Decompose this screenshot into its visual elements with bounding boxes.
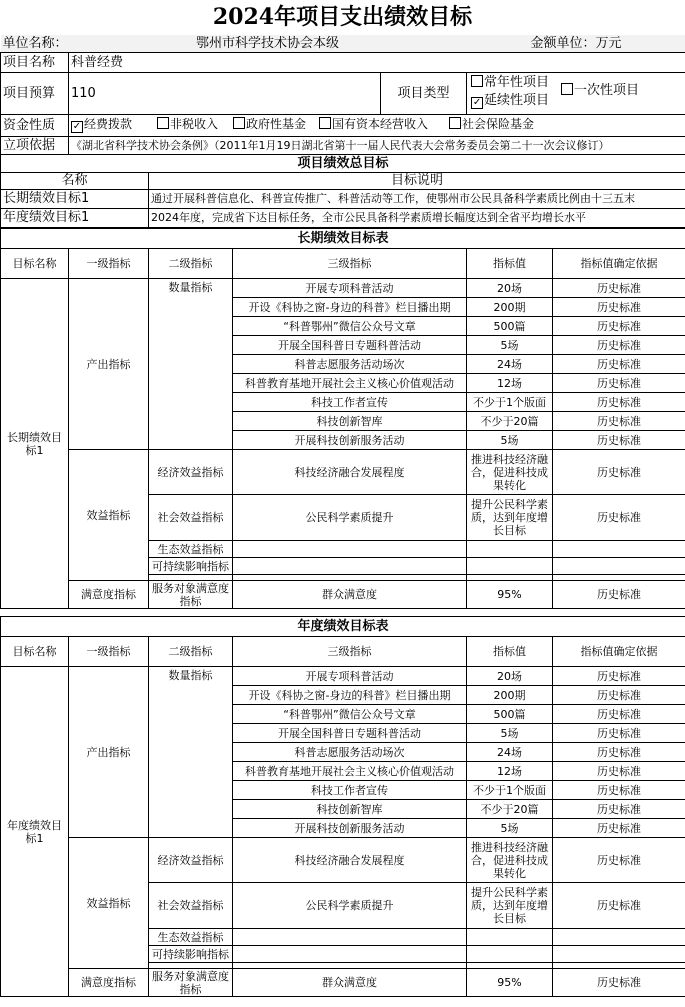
indicator-basis: 历史标准: [553, 336, 685, 355]
checkbox-icon: [233, 117, 245, 129]
indicator-basis: 历史标准: [553, 581, 685, 609]
page-title: 2024年项目支出绩效目标: [212, 4, 473, 30]
type-option-1[interactable]: ✓ 延续性项目: [472, 92, 550, 108]
indicator-basis: 历史标准: [553, 450, 685, 495]
budget-label: 项目预算: [1, 72, 69, 114]
indicator-name: 群众满意度: [233, 581, 467, 609]
indicator-name: 开展全国科普日专题科普活动: [233, 724, 467, 743]
col-header: 目标名称: [1, 249, 69, 279]
long-term-table: [0, 228, 685, 609]
col-header: 三级指标: [233, 637, 467, 667]
indicator-value: 不少于1个版面: [467, 781, 553, 800]
col-header: 三级指标: [233, 249, 467, 279]
checkbox-icon: [449, 117, 461, 129]
section-title: 年度绩效目标表: [1, 617, 685, 637]
indicator-value: 12场: [467, 762, 553, 781]
fund-option-1[interactable]: 非税收入: [157, 117, 233, 131]
indicator-value: 不少于1个版面: [467, 393, 553, 412]
indicator-value: 500篇: [467, 317, 553, 336]
indicator-name: 科技工作者宣传: [233, 781, 467, 800]
fund-option-3[interactable]: 国有资本经营收入: [319, 117, 449, 131]
indicator-name: 群众满意度: [233, 969, 467, 997]
checkbox-checked-icon: ✓: [472, 96, 482, 108]
indicator-value: 20场: [467, 667, 553, 686]
overall-row-name: 年度绩效目标1: [1, 208, 149, 227]
level1-output: 产出指标: [69, 279, 149, 450]
indicator-value: 95%: [467, 969, 553, 997]
indicator-basis: 历史标准: [553, 969, 685, 997]
social-label: 社会效益指标: [149, 495, 233, 541]
indicator-name: 开展专项科普活动: [233, 279, 467, 298]
indicator-value: 不少于20篇: [467, 800, 553, 819]
indicator-name: 科普志愿服务活动场次: [233, 355, 467, 374]
col-header: 目标名称: [1, 637, 69, 667]
checkbox-icon: [471, 75, 483, 87]
indicator-basis: 历史标准: [553, 724, 685, 743]
fund-option-2[interactable]: 政府性基金: [233, 117, 319, 131]
indicator-value: 95%: [467, 581, 553, 609]
indicator-value: 200期: [467, 686, 553, 705]
level1-benefit: 效益指标: [69, 838, 149, 969]
project-name-label: 项目名称: [1, 52, 69, 72]
indicator-name: 开展科技创新服务活动: [233, 819, 467, 838]
level1-output: 产出指标: [69, 667, 149, 838]
indicator-name: 开展专项科普活动: [233, 667, 467, 686]
checkbox-icon: [319, 117, 331, 129]
project-info-table: [0, 35, 685, 228]
level1-satisfaction: 满意度指标: [69, 581, 149, 609]
indicator-basis: 历史标准: [553, 667, 685, 686]
project-type-options: [467, 72, 685, 114]
col-header: 指标值确定依据: [553, 637, 685, 667]
project-type-label: 项目类型: [381, 72, 467, 114]
col-header: 二级指标: [149, 249, 233, 279]
indicator-name: 科技工作者宣传: [233, 393, 467, 412]
col-header: 指标值: [467, 249, 553, 279]
indicator-name: 科技创新智库: [233, 800, 467, 819]
satisfaction-label: 服务对象满意度指标: [149, 969, 233, 997]
col-header: 一级指标: [69, 249, 149, 279]
indicator-value: 20场: [467, 279, 553, 298]
indicator-basis: 历史标准: [553, 838, 685, 883]
col-header: 二级指标: [149, 637, 233, 667]
section-title: 长期绩效目标表: [1, 229, 685, 249]
type-option-0[interactable]: 常年性项目: [471, 75, 549, 89]
indicator-basis: 历史标准: [553, 412, 685, 431]
indicator-name: 开展科技创新服务活动: [233, 431, 467, 450]
indicator-name: 公民科学素质提升: [233, 495, 467, 541]
level1-benefit: 效益指标: [69, 450, 149, 581]
unit-label: 单位名称：: [2, 35, 68, 51]
indicator-basis: 历史标准: [553, 743, 685, 762]
level1-satisfaction: 满意度指标: [69, 969, 149, 997]
economic-label: 经济效益指标: [149, 450, 233, 495]
indicator-basis: 历史标准: [553, 393, 685, 412]
indicator-basis: 历史标准: [553, 705, 685, 724]
indicator-basis: 历史标准: [553, 317, 685, 336]
indicator-value: 5场: [467, 819, 553, 838]
fund-option-4[interactable]: 社会保险基金: [449, 117, 534, 131]
indicator-value: 500篇: [467, 705, 553, 724]
indicator-name: 公民科学素质提升: [233, 883, 467, 929]
overall-col-name: 名称: [1, 172, 149, 189]
fund-option-0[interactable]: ✓ 经费拨款: [72, 117, 133, 132]
overall-col-desc: 目标说明: [149, 172, 685, 189]
indicator-basis: 历史标准: [553, 374, 685, 393]
indicator-value: 提升公民科学素质，达到年度增长目标: [467, 883, 553, 929]
col-header: 指标值确定依据: [553, 249, 685, 279]
col-header: 指标值: [467, 637, 553, 667]
sustainable-label: 可持续影响指标: [149, 558, 233, 575]
indicator-name: 科普志愿服务活动场次: [233, 743, 467, 762]
basis-label: 立项依据: [1, 136, 69, 154]
indicator-name: 科技经济融合发展程度: [233, 450, 467, 495]
ecological-label: 生态效益指标: [149, 929, 233, 946]
satisfaction-label: 服务对象满意度指标: [149, 581, 233, 609]
overall-section-title: 项目绩效总目标: [1, 154, 685, 172]
indicator-value: 提升公民科学素质，达到年度增长目标: [467, 495, 553, 541]
checkbox-icon: [561, 83, 573, 95]
indicator-name: 科普教育基地开展社会主义核心价值观活动: [233, 374, 467, 393]
col-header: 一级指标: [69, 637, 149, 667]
type-option-2[interactable]: 一次性项目: [561, 83, 639, 97]
indicator-name: 科技创新智库: [233, 412, 467, 431]
checkbox-checked-icon: ✓: [72, 121, 82, 132]
annual-table: [0, 616, 685, 997]
basis-value: 《湖北省科学技术协会条例》（2011年1月19日湖北省第十一届人民代表大会常务委员会第二十一次会议修订）: [69, 136, 685, 154]
indicator-name: 科技经济融合发展程度: [233, 838, 467, 883]
sustainable-label: 可持续影响指标: [149, 946, 233, 963]
indicator-basis: 历史标准: [553, 762, 685, 781]
indicator-name: 开设《科协之窗-身边的科普》栏目播出期: [233, 298, 467, 317]
indicator-basis: 历史标准: [553, 495, 685, 541]
indicator-value: 12场: [467, 374, 553, 393]
indicator-basis: 历史标准: [553, 279, 685, 298]
indicator-basis: 历史标准: [553, 883, 685, 929]
target-name: 长期绩效目标1: [1, 279, 69, 609]
ecological-label: 生态效益指标: [149, 541, 233, 558]
indicator-basis: 历史标准: [553, 819, 685, 838]
indicator-value: 不少于20篇: [467, 412, 553, 431]
indicator-basis: 历史标准: [553, 781, 685, 800]
indicator-name: “科普鄂州”微信公众号文章: [233, 705, 467, 724]
indicator-basis: 历史标准: [553, 686, 685, 705]
overall-row-name: 长期绩效目标1: [1, 189, 149, 208]
indicator-value: 推进科技经济融合，促进科技成果转化: [467, 838, 553, 883]
indicator-value: 推进科技经济融合，促进科技成果转化: [467, 450, 553, 495]
indicator-name: “科普鄂州”微信公众号文章: [233, 317, 467, 336]
indicator-name: 开展全国科普日专题科普活动: [233, 336, 467, 355]
target-name: 年度绩效目标1: [1, 667, 69, 997]
overall-row-desc: 通过开展科普信息化、科普宣传推广、科普活动等工作，使鄂州市公民具备科学素质比例由十三五末: [149, 189, 685, 208]
indicator-name: 科普教育基地开展社会主义核心价值观活动: [233, 762, 467, 781]
indicator-basis: 历史标准: [553, 800, 685, 819]
unit-value: 鄂州市科学技术协会本级: [69, 35, 467, 52]
indicator-name: 开设《科协之窗-身边的科普》栏目播出期: [233, 686, 467, 705]
quantity-label: 数量指标: [149, 667, 233, 838]
checkbox-icon: [157, 117, 169, 129]
fund-label: 资金性质: [1, 114, 69, 136]
indicator-value: 5场: [467, 724, 553, 743]
indicator-basis: 历史标准: [553, 355, 685, 374]
economic-label: 经济效益指标: [149, 838, 233, 883]
indicator-value: 5场: [467, 431, 553, 450]
overall-row-desc: 2024年度，完成省下达目标任务，全市公民具备科学素质增长幅度达到全省平均增长水平: [149, 208, 685, 227]
indicator-value: 5场: [467, 336, 553, 355]
indicator-value: 24场: [467, 743, 553, 762]
indicator-basis: 历史标准: [553, 431, 685, 450]
amount-unit: 金额单位：万元: [467, 35, 685, 52]
budget-value: 110: [69, 72, 381, 114]
quantity-label: 数量指标: [149, 279, 233, 450]
project-name-value: 科普经费: [69, 52, 685, 72]
fund-options: [69, 114, 685, 136]
indicator-value: 24场: [467, 355, 553, 374]
social-label: 社会效益指标: [149, 883, 233, 929]
indicator-basis: 历史标准: [553, 298, 685, 317]
indicator-value: 200期: [467, 298, 553, 317]
